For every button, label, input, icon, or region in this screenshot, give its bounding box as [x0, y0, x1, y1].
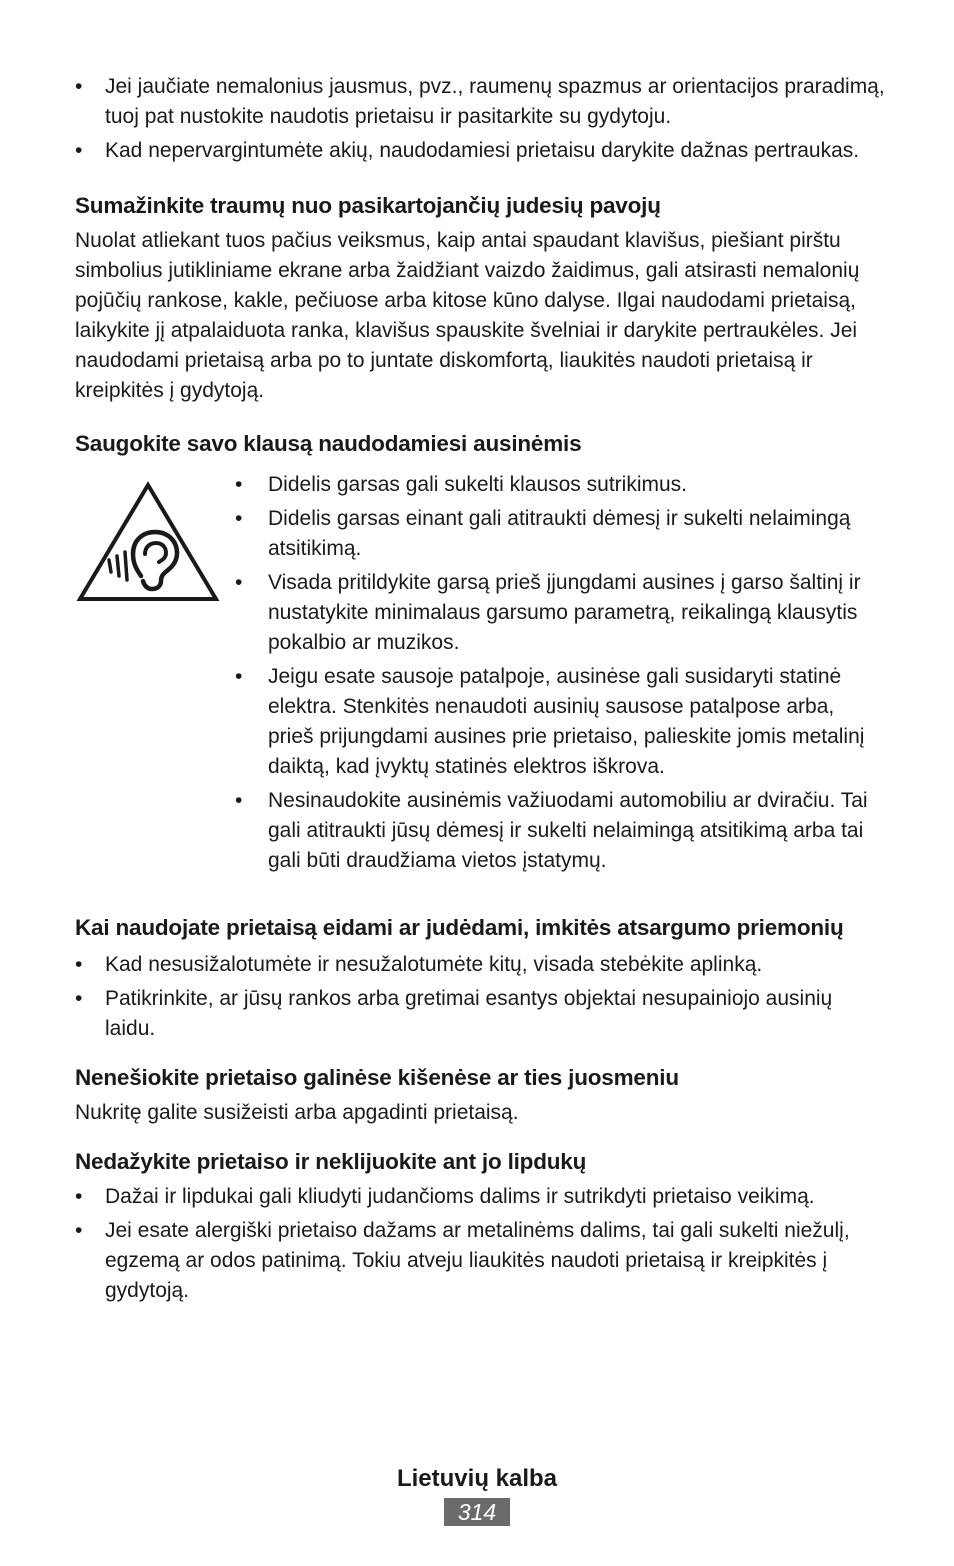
hearing-warning-icon	[75, 466, 235, 880]
intro-bullet-list	[75, 72, 885, 166]
page-footer	[0, 1462, 954, 1526]
page-content	[75, 72, 885, 1310]
list-item: • Patikrinkite, ar jūsų rankos arba gretimai esantys objektai nesupainiojo ausinių laidu.	[75, 984, 885, 1044]
section-repetitive-motion	[75, 190, 885, 406]
section-heading: Sumažinkite traumų nuo pasikartojančių judesių pavojų	[75, 193, 661, 218]
section-pockets	[75, 1062, 885, 1128]
language-label: Lietuvių kalba	[396, 1465, 558, 1492]
section-heading: Saugokite savo klausą naudodamiesi ausinėmis	[75, 431, 582, 456]
hearing-content	[75, 466, 885, 880]
section-body: Nukritę galite susižeisti arba apgadinti prietaisą.	[75, 1101, 519, 1124]
hearing-bullet-list	[235, 466, 885, 880]
list-item: • Nesinaudokite ausinėmis važiuodami automobiliu ar dviračiu. Tai gali atitraukti jūsų dėmesį ir sukelti nelaimingą atsitikimą arba tai gali būti draudžiama vietos įstatymų.	[235, 786, 885, 876]
list-item: • Jei esate alergiški prietaiso dažams ar metalinėms dalims, tai gali sukelti niežulį, egzemą ar odos patinimą. Tokiu atveju liaukitės naudoti prietaisą ir kreipkitės į gydytoją.	[75, 1216, 885, 1306]
walking-bullet-list	[75, 950, 885, 1044]
paint-bullet-list	[75, 1182, 885, 1306]
section-heading: Nenešiokite prietaiso galinėse kišenėse ar ties juosmeniu	[75, 1065, 679, 1090]
list-item: • Didelis garsas einant gali atitraukti dėmesį ir sukelti nelaimingą atsitikimą.	[235, 504, 885, 564]
section-body: Nuolat atliekant tuos pačius veiksmus, kaip antai spaudant klavišus, piešiant pirštu simbolius jutikliniame ekrane arba žaidžiant vaizdo žaidimus, gali atsirasti nemalonių pojūčių rankose, kakle, pečiuose arba kitose kūno dalyse. Ilgai naudodami prietaisą, laikykite jį atpalaiduota ranka, klavišus spauskite švelniai ir darykite pertraukėles. Jei naudodami prietaisą arba po to juntate diskomfortą, liaukitės naudoti prietaisą ir kreipkitės į gydytoją.	[75, 229, 860, 402]
list-item: • Kad nepervargintumėte akių, naudodamiesi prietaisu darykite dažnas pertraukas.	[75, 136, 885, 166]
list-item: • Kad nesusižalotumėte ir nesužalotumėte kitų, visada stebėkite aplinką.	[75, 950, 885, 980]
section-walking	[75, 910, 885, 1044]
section-heading: Nedažykite prietaiso ir neklijuokite ant jo lipdukų	[75, 1149, 587, 1174]
list-item: • Visada pritildykite garsą prieš įjungdami ausines į garso šaltinį ir nustatykite minimalaus garsumo parametrą, reikalingą klausytis pokalbio ar muzikos.	[235, 568, 885, 658]
list-item: • Jei jaučiate nemalonius jausmus, pvz., raumenų spazmus ar orientacijos praradimą, tuoj pat nustokite naudotis prietaisu ir pasitarkite su gydytoju.	[75, 72, 885, 132]
section-hearing	[75, 428, 885, 880]
list-item: • Didelis garsas gali sukelti klausos sutrikimus.	[235, 470, 885, 500]
section-heading: Kai naudojate prietaisą eidami ar judėdami, imkitės atsargumo priemonių	[75, 915, 844, 940]
list-item: • Dažai ir lipdukai gali kliudyti judančioms dalims ir sutrikdyti prietaiso veikimą.	[75, 1182, 885, 1212]
section-paint	[75, 1146, 885, 1306]
list-item: • Jeigu esate sausoje patalpoje, ausinėse gali susidaryti statinė elektra. Stenkitės nenaudoti ausinių sausose patalpose arba, prieš prijungdami ausines prie prietaiso, palieskite jomis metalinį daiktą, kad įvyktų statinės elektros iškrova.	[235, 662, 885, 782]
page-number-badge: 314	[444, 1498, 510, 1526]
